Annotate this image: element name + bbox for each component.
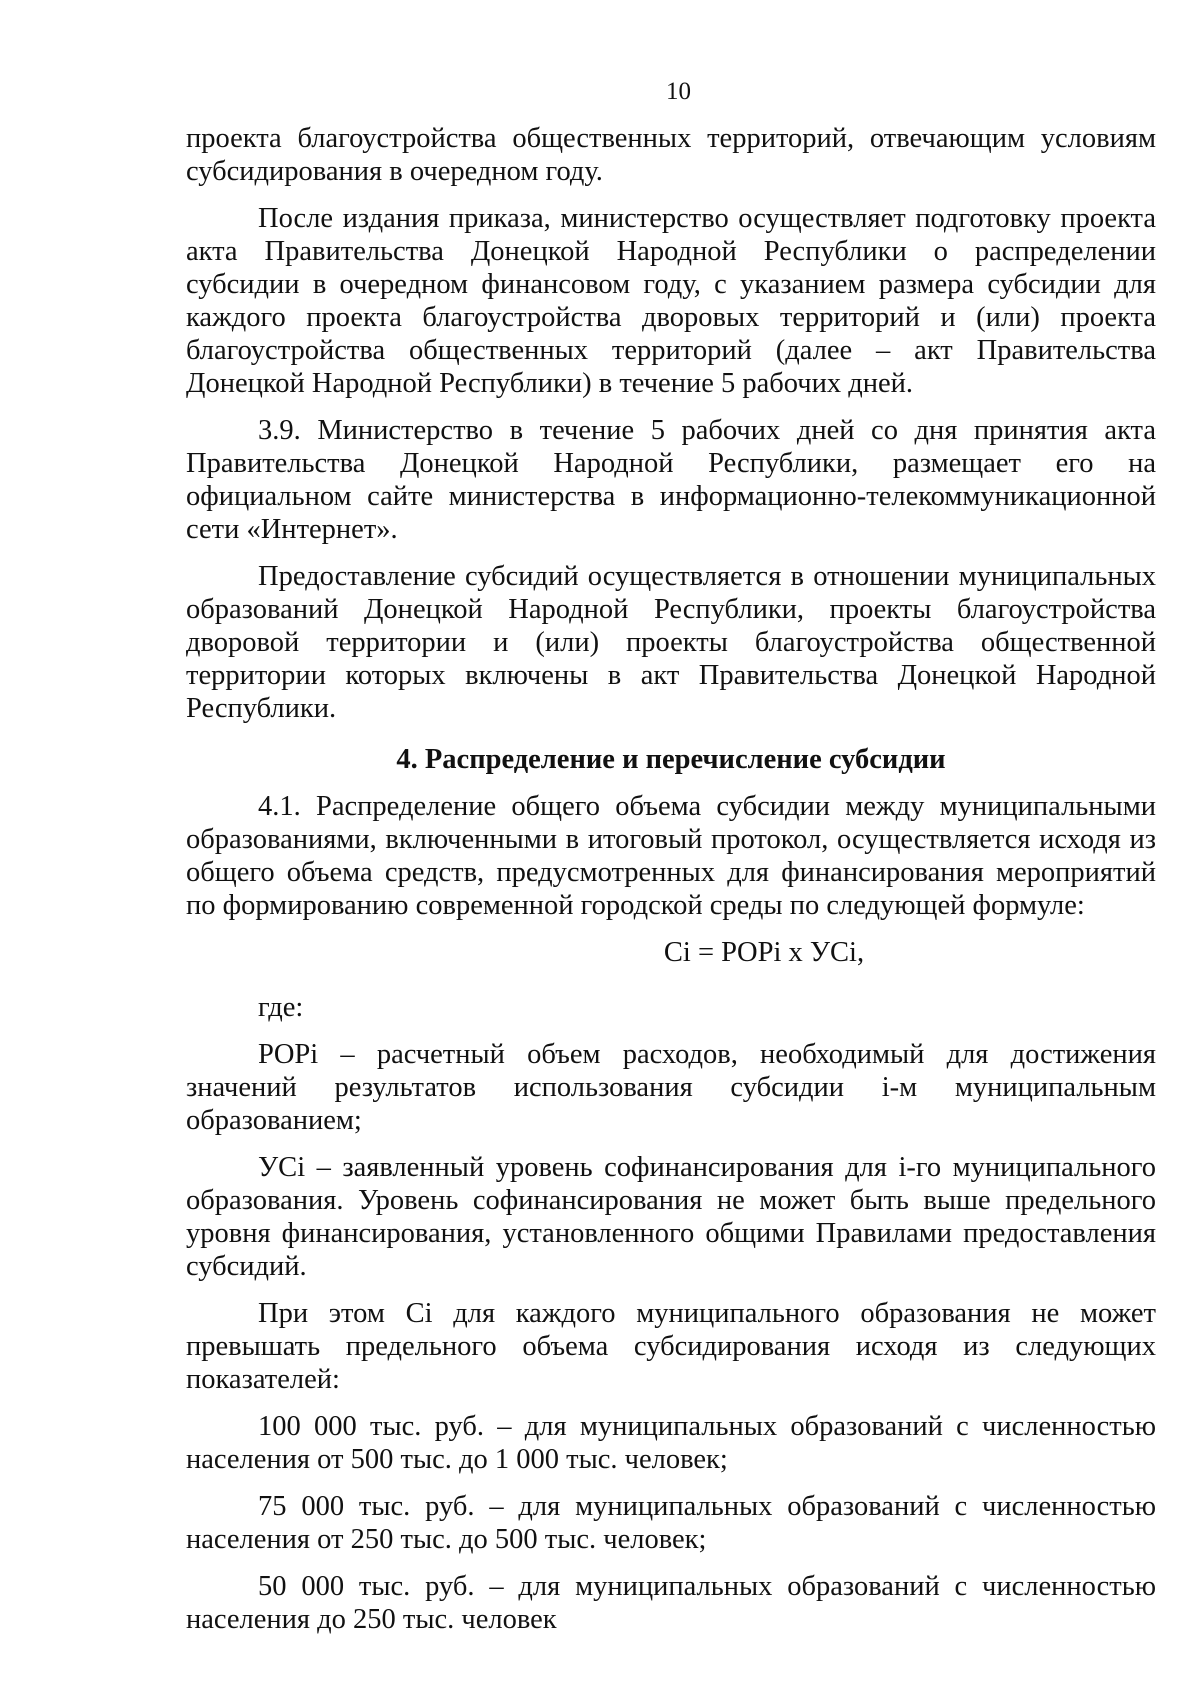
formula-where-label: где: (258, 992, 304, 1023)
paragraph-continuation: проекта благоустройства общественных территорий, отвечающим условиям субсидирования в очередном году. (186, 123, 1156, 187)
document-body (186, 122, 1156, 1650)
section-heading-4: 4. Распределение и перечисление субсидии (396, 744, 946, 775)
limit-item-100000: 100 000 тыс. руб. – для муниципальных образований с численностью населения от 500 тыс. до 1 000 тыс. человек; (186, 1411, 1156, 1475)
limit-item-75000: 75 000 тыс. руб. – для муниципальных образований с численностью населения от 250 тыс. до 500 тыс. человек; (186, 1491, 1156, 1555)
formula: Ci = POPi x УCi, (663, 937, 865, 968)
paragraph-limit-intro: При этом Ci для каждого муниципального образования не может превышать предельного объема субсидирования исходя из следующих показателей: (186, 1298, 1156, 1395)
page-number: 10 (666, 78, 691, 105)
paragraph-4-1: 4.1. Распределение общего объема субсидии между муниципальными образованиями, включенными в итоговый протокол, осуществляется исходя из общего объема средств, предусмотренных для финансирования мероприятий по формированию современной городской среды по следующей формуле: (186, 791, 1156, 921)
limit-item-50000: 50 000 тыс. руб. – для муниципальных образований с численностью населения до 250 тыс. человек (186, 1571, 1156, 1635)
definition-popi: POPi – расчетный объем расходов, необходимый для достижения значений результатов использования субсидии i-м муниципальным образованием; (186, 1039, 1156, 1136)
paragraph-3-9: 3.9. Министерство в течение 5 рабочих дней со дня принятия акта Правительства Донецкой Народной Республики, размещает его на официальном сайте министерства в информационно-телекоммуникационной сети «Интернет». (186, 415, 1156, 545)
definition-uci: УCi – заявленный уровень софинансирования для i-го муниципального образования. Уровень софинансирования не может быть выше предельного уровня финансирования, установленного общими Правилами предоставления субсидий. (186, 1152, 1156, 1282)
paragraph-subsidy-provision: Предоставление субсидий осуществляется в отношении муниципальных образований Донецкой Народной Республики, проекты благоустройства дворовой территории и (или) проекты благоустройства общественной территории которых включены в акт Правительства Донецкой Народной Республики. (186, 561, 1156, 724)
paragraph-order-preparation: После издания приказа, министерство осуществляет подготовку проекта акта Правительства Донецкой Народной Республики о распределении субсидии в очередном финансовом году, с указанием размера субсидии для каждого проекта благоустройства дворовых территорий и (или) проекта благоустройства общественных территорий (далее – акт Правительства Донецкой Народной Республики) в течение 5 рабочих дней. (186, 203, 1156, 399)
